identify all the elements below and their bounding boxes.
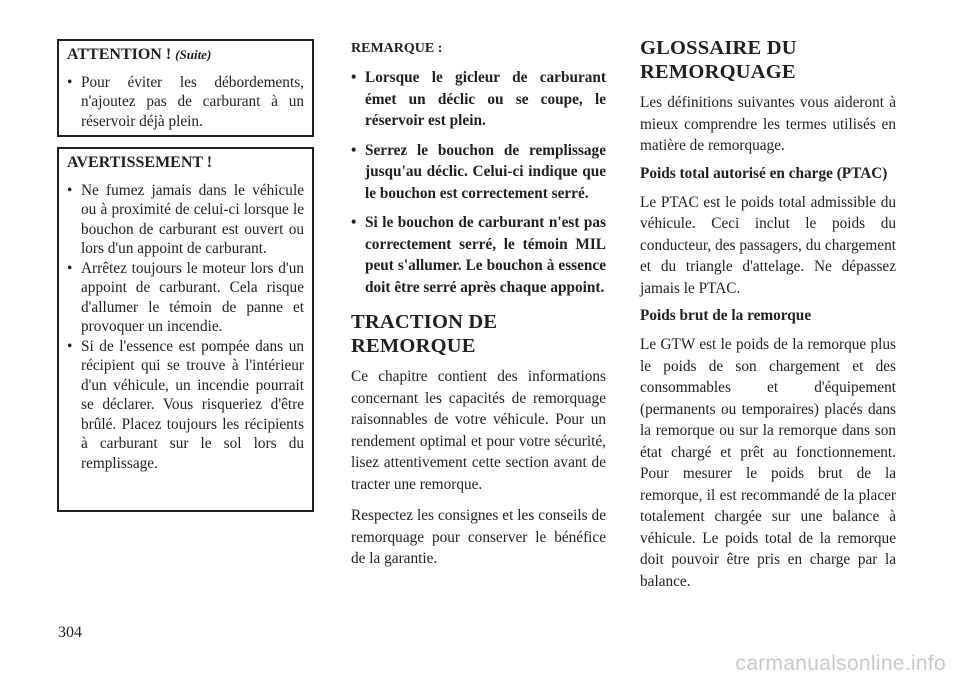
traction-heading-line1: TRACTION DE [351,311,498,333]
remarque-list [351,67,606,298]
glossaire-heading-line1: GLOSSAIRE DU [640,37,797,59]
traction-para-2: Respectez les consignes et les conseils de remorquage pour conserver le bénéfice de la garantie. [351,507,606,567]
avertissement-item: • Si de l'essence est pompée dans un récipient qui se trouve à l'intérieur d'un véhicule, un incendie pourrait se déclarer. Vous risqueriez d'être brûlé. Placez toujours les récipients à carburant sur le sol lors du remplissage. [67,337,304,474]
page-number: 304 [58,624,82,641]
ptac-title: Poids total autorisé en charge (PTAC) [640,164,888,182]
left-column [57,0,314,512]
middle-column [351,38,606,570]
traction-heading [351,310,606,358]
attention-item: • Pour éviter les débordements, n'ajoutez pas de carburant à un réservoir déjà plein. [67,73,304,132]
traction-para-1: Ce chapitre contient des informations concernant les capacités de remorquage raisonnables de votre véhicule. Pour un rendement optimal et pour votre sécurité, lisez attentivement cette section avant de tracter une remorque. [351,368,606,493]
attention-list [67,73,304,132]
attention-suite: (Suite) [175,47,212,62]
gtw-text: Le GTW est le poids de la remorque plus le poids de son chargement et des consommables et d'équipement (permanents ou temporaires) placés dans la remorque ou sur la remorque dans son état chargé et prêt au fonctionnement. Pour mesurer le poids brut de la remorque, il est recommandé de la placer totalement chargée sur une balance à véhicule. Le poids total de la remorque doit pouvoir être pris en charge par la balance. [640,336,896,590]
glossaire-heading-line2: REMORQUAGE [640,61,796,83]
traction-heading-line2: REMORQUE [351,335,476,357]
attention-title [67,45,304,65]
right-column [640,36,896,592]
watermark: carmanualsonline.info [735,652,946,675]
remarque-item: • Lorsque le gicleur de carburant émet un déclic ou se coupe, le réservoir est plein. [351,67,606,132]
avertissement-item: • Arrêtez toujours le moteur lors d'un appoint de carburant. Cela risque d'allumer le témoin de panne et provoquer un incendie. [67,259,304,337]
glossaire-heading [640,36,896,84]
remarque-item: • Serrez le bouchon de remplissage jusqu'au déclic. Celui-ci indique que le bouchon est correctement serré. [351,140,606,205]
avertissement-box [57,147,314,512]
attention-title-text: ATTENTION ! [67,46,172,63]
gtw-title: Poids brut de la remorque [640,307,812,324]
avertissement-title: AVERTISSEMENT ! [67,154,213,171]
remarque-item: • Si le bouchon de carburant n'est pas correctement serré, le témoin MIL peut s'allumer. Le bouchon à essence doit être serré après chaque appoint. [351,212,606,298]
avertissement-list [67,181,304,474]
attention-box [57,39,314,137]
avertissement-item: • Ne fumez jamais dans le véhicule ou à proximité de celui-ci lorsque le bouchon de carburant est ouvert ou lors d'un appoint de carburant. [67,181,304,259]
remarque-label: REMARQUE : [351,41,443,56]
glossaire-intro: Les définitions suivantes vous aideront à mieux comprendre les termes utilisés en matière de remorquage. [640,94,896,154]
ptac-text: Le PTAC est le poids total admissible du véhicule. Ceci inclut le poids du conducteur, des passagers, du chargement et du triangle d'attelage. Ne dépassez jamais le PTAC. [640,193,896,297]
